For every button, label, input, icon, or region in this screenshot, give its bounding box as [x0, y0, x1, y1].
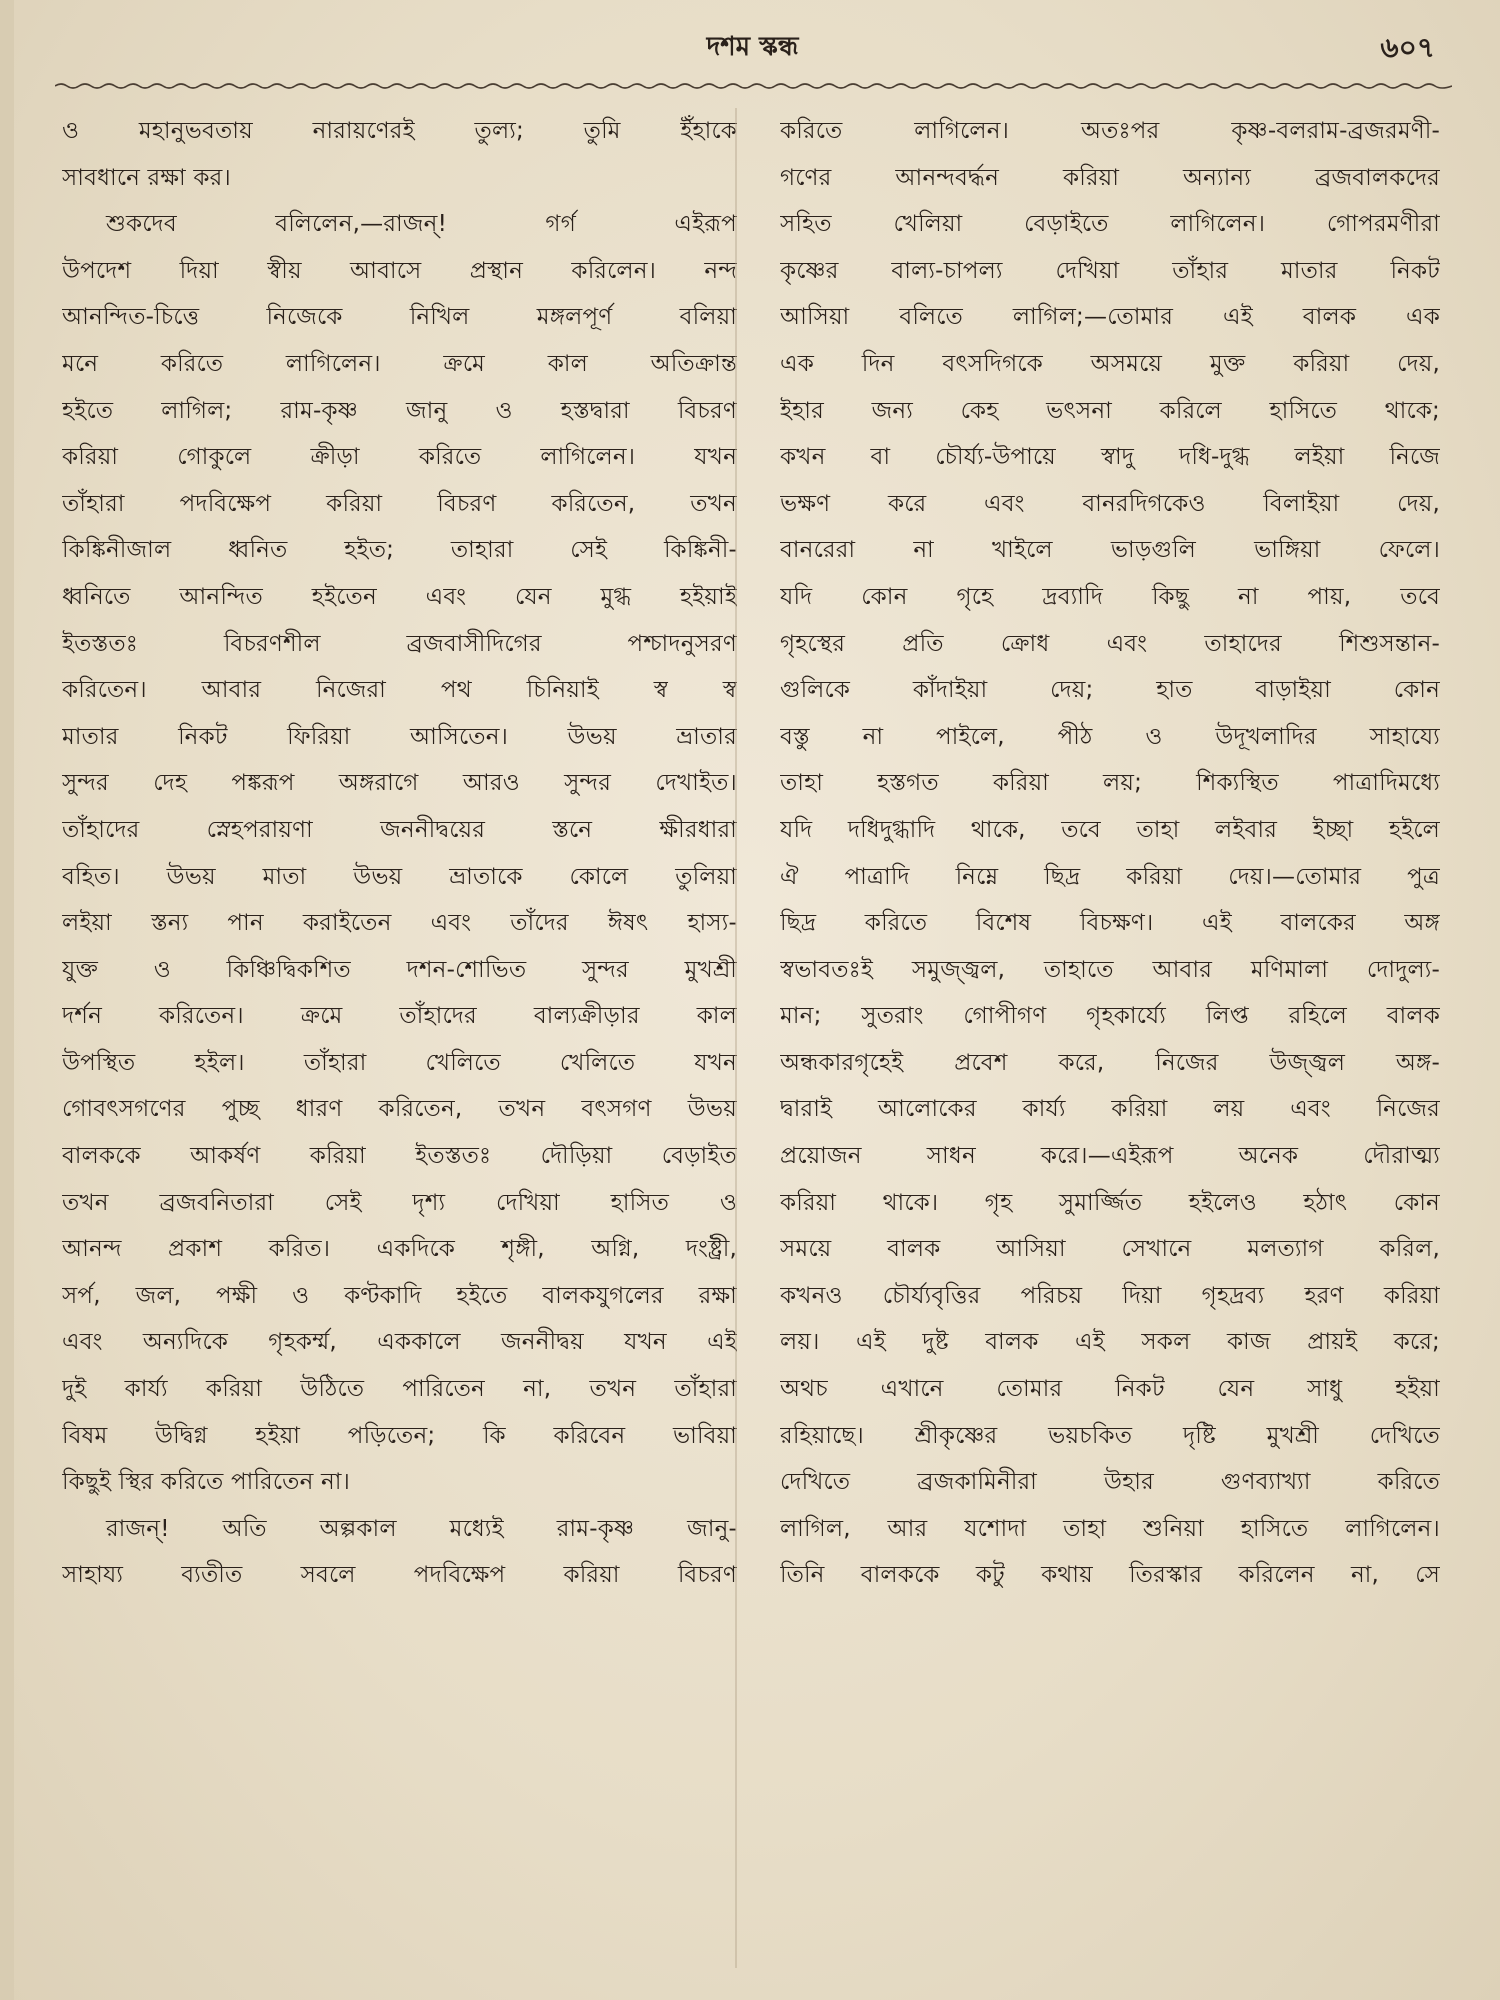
text-line: যদি দধিদুগ্ধাদি থাকে, তবে তাহা লইবার ইচ্ছা হইলে [780, 816, 1440, 843]
text-line: সহিত খেলিয়া বেড়াইতে লাগিলেন। গোপরমণীরা [780, 211, 1440, 238]
text-line: উপস্থিত হইল। তাঁহারা খেলিতে খেলিতে যখন [62, 1049, 737, 1076]
text-line: করিতেন। আবার নিজেরা পথ চিনিয়াই স্ব স্ব [62, 677, 737, 704]
text-line: ইতস্ততঃ বিচরণশীল ব্রজবাসীদিগের পশ্চাদনুসরণ [62, 630, 737, 657]
text-line: তখন ব্রজবনিতারা সেই দৃশ্য দেখিয়া হাসিত ও [62, 1189, 737, 1216]
text-line: আনন্দিত-চিত্তে নিজেকে নিখিল মঙ্গলপূর্ণ বলিয়া [62, 304, 737, 331]
text-line: বস্তু না পাইলে, পীঠ ও উদূখলাদির সাহায্যে [780, 723, 1440, 750]
text-line: রহিয়াছে। শ্রীকৃষ্ণের ভয়চকিত দৃষ্টি মুখশ্রী দেখিতে [780, 1422, 1440, 1449]
left-column [62, 108, 737, 1599]
text-line: সময়ে বালক আসিয়া সেখানে মলত্যাগ করিল, [780, 1236, 1440, 1263]
page-number: ৬০৭ [1380, 31, 1435, 64]
text-line: স্বভাবতঃই সমুজ্জ্বল, তাহাতে আবার মণিমালা দোদুল্য- [780, 956, 1440, 983]
text-line: দর্শন করিতেন। ক্রমে তাঁহাদের বাল্যক্রীড়ার কাল [62, 1003, 737, 1030]
text-line: এবং অন্যদিকে গৃহকর্ম্ম, এককালে জননীদ্বয় যখন এই [62, 1329, 737, 1356]
text-line: ঐ পাত্রাদি নিম্নে ছিদ্র করিয়া দেয়।—তোমার পুত্র [780, 863, 1440, 890]
text-line: গৃহস্থের প্রতি ক্রোধ এবং তাহাদের শিশুসন্তান- [780, 630, 1440, 657]
text-line: গুলিকে কাঁদাইয়া দেয়; হাত বাড়াইয়া কোন [780, 677, 1440, 704]
text-line: হইতে লাগিল; রাম-কৃষ্ণ জানু ও হস্তদ্বারা বিচরণ [62, 397, 737, 424]
right-column [780, 108, 1440, 1599]
text-line: করিয়া গোকুলে ক্রীড়া করিতে লাগিলেন। যখন [62, 444, 737, 471]
text-line: কিঙ্কিনীজাল ধ্বনিত হইত; তাহারা সেই কিঙ্কিনী- [62, 537, 737, 564]
text-line: অন্ধকারগৃহেই প্রবেশ করে, নিজের উজ্জ্বল অঙ্গ- [780, 1049, 1440, 1076]
text-line: ইহার জন্য কেহ ভৎসনা করিলে হাসিতে থাকে; [780, 397, 1440, 424]
text-line: তাঁহাদের স্নেহপরায়ণা জননীদ্বয়ের স্তনে ক্ষীরধারা [62, 816, 737, 843]
text-line: যুক্ত ও কিঞ্চিদ্বিকশিত দশন-শোভিত সুন্দর মুখশ্রী [62, 956, 737, 983]
text-line: মনে করিতে লাগিলেন। ক্রমে কাল অতিক্রান্ত [62, 350, 737, 377]
text-line: কখনও চৌর্য্যবৃত্তির পরিচয় দিয়া গৃহদ্রব্য হরণ করিয়া [780, 1282, 1440, 1309]
text-line: শুকদেব বলিলেন,—রাজন্! গর্গ এইরূপ [106, 211, 737, 238]
text-line: আনন্দ প্রকাশ করিত। একদিকে শৃঙ্গী, অগ্নি, দংষ্ট্রী, [62, 1236, 737, 1263]
text-line: গণের আনন্দবর্দ্ধন করিয়া অন্যান্য ব্রজবালকদের [780, 164, 1440, 191]
text-line: অথচ এখানে তোমার নিকট যেন সাধু হইয়া [780, 1376, 1440, 1403]
running-title: দশম স্কন্ধ [706, 32, 799, 62]
text-line: আসিয়া বলিতে লাগিল;—তোমার এই বালক এক [780, 304, 1440, 331]
header-wavy-rule [55, 82, 1452, 90]
text-line: মান; সুতরাং গোপীগণ গৃহকার্য্যে লিপ্ত রহিলে বালক [780, 1003, 1440, 1030]
text-line: কিছুই স্থির করিতে পারিতেন না। [62, 1469, 351, 1496]
text-line: ও মহানুভবতায় নারায়ণেরই তুল্য; তুমি ইঁহাকে [62, 118, 737, 144]
text-line: লাগিল, আর যশোদা তাহা শুনিয়া হাসিতে লাগিলেন। [780, 1515, 1440, 1542]
text-line: দ্বারাই আলোকের কার্য্য করিয়া লয় এবং নিজের [780, 1096, 1440, 1123]
text-line: সাবধানে রক্ষা কর। [62, 164, 231, 191]
text-line: প্রয়োজন সাধন করে।—এইরূপ অনেক দৌরাত্ম্য [780, 1143, 1440, 1170]
text-line: ছিদ্র করিতে বিশেষ বিচক্ষণ। এই বালকের অঙ্গ [780, 910, 1440, 937]
text-line: তাঁহারা পদবিক্ষেপ করিয়া বিচরণ করিতেন, তখন [62, 490, 737, 517]
text-line: ভক্ষণ করে এবং বানরদিগকেও বিলাইয়া দেয়, [780, 490, 1440, 517]
text-line: লয়। এই দুষ্ট বালক এই সকল কাজ প্রায়ই করে; [780, 1329, 1440, 1356]
text-line: তিনি বালককে কটু কথায় তিরস্কার করিলেন না, সে [780, 1562, 1440, 1589]
text-line: কখন বা চৌর্য্য-উপায়ে স্বাদু দধি-দুগ্ধ লইয়া নিজে [780, 444, 1440, 471]
text-line: সাহায্য ব্যতীত সবলে পদবিক্ষেপ করিয়া বিচরণ [62, 1562, 737, 1589]
text-line: তাহা হস্তগত করিয়া লয়; শিক্যস্থিত পাত্রাদিমধ্যে [780, 770, 1440, 797]
text-line: করিতে লাগিলেন। অতঃপর কৃষ্ণ-বলরাম-ব্রজরমণী- [780, 118, 1440, 144]
text-line: কৃষ্ণের বাল্য-চাপল্য দেখিয়া তাঁহার মাতার নিকট [780, 257, 1440, 284]
text-line: রাজন্! অতি অল্পকাল মধ্যেই রাম-কৃষ্ণ জানু- [106, 1515, 737, 1542]
text-line: সর্প, জল, পক্ষী ও কণ্টকাদি হইতে বালকযুগলের রক্ষা [62, 1282, 737, 1309]
text-line: করিয়া থাকে। গৃহ সুমার্জ্জিত হইলেও হঠাৎ কোন [780, 1189, 1440, 1216]
text-line: দেখিতে ব্রজকামিনীরা উহার গুণব্যাখ্যা করিতে [780, 1469, 1440, 1496]
text-line: সুন্দর দেহ পঙ্করূপ অঙ্গরাগে আরও সুন্দর দেখাইত। [62, 770, 737, 797]
text-line: বালককে আকর্ষণ করিয়া ইতস্ততঃ দৌড়িয়া বেড়াইত [62, 1143, 737, 1170]
text-line: ধ্বনিতে আনন্দিত হইতেন এবং যেন মুগ্ধ হইয়াই [62, 583, 737, 610]
text-line: উপদেশ দিয়া স্বীয় আবাসে প্রস্থান করিলেন। নন্দ [62, 257, 737, 284]
column-gutter [735, 108, 737, 1968]
text-line: লইয়া স্তন্য পান করাইতেন এবং তাঁদের ঈষৎ হাস্য- [62, 910, 737, 937]
text-line: গোবৎসগণের পুচ্ছ ধারণ করিতেন, তখন বৎসগণ উভয় [62, 1096, 737, 1123]
text-line: বানরেরা না খাইলে ভাড়গুলি ভাঙ্গিয়া ফেলে। [780, 537, 1440, 564]
text-line: এক দিন বৎসদিগকে অসময়ে মুক্ত করিয়া দেয়, [780, 350, 1440, 377]
text-line: মাতার নিকট ফিরিয়া আসিতেন। উভয় ভ্রাতার [62, 723, 737, 750]
text-line: যদি কোন গৃহে দ্রব্যাদি কিছু না পায়, তবে [780, 583, 1440, 610]
text-line: বহিত। উভয় মাতা উভয় ভ্রাতাকে কোলে তুলিয়া [62, 863, 737, 890]
page-edge [0, 0, 14, 2000]
text-line: বিষম উদ্বিগ্ন হইয়া পড়িতেন; কি করিবেন ভাবিয়া [62, 1422, 737, 1449]
page-header [60, 18, 1445, 78]
text-line: দুই কার্য্য করিয়া উঠিতে পারিতেন না, তখন তাঁহারা [62, 1376, 737, 1403]
